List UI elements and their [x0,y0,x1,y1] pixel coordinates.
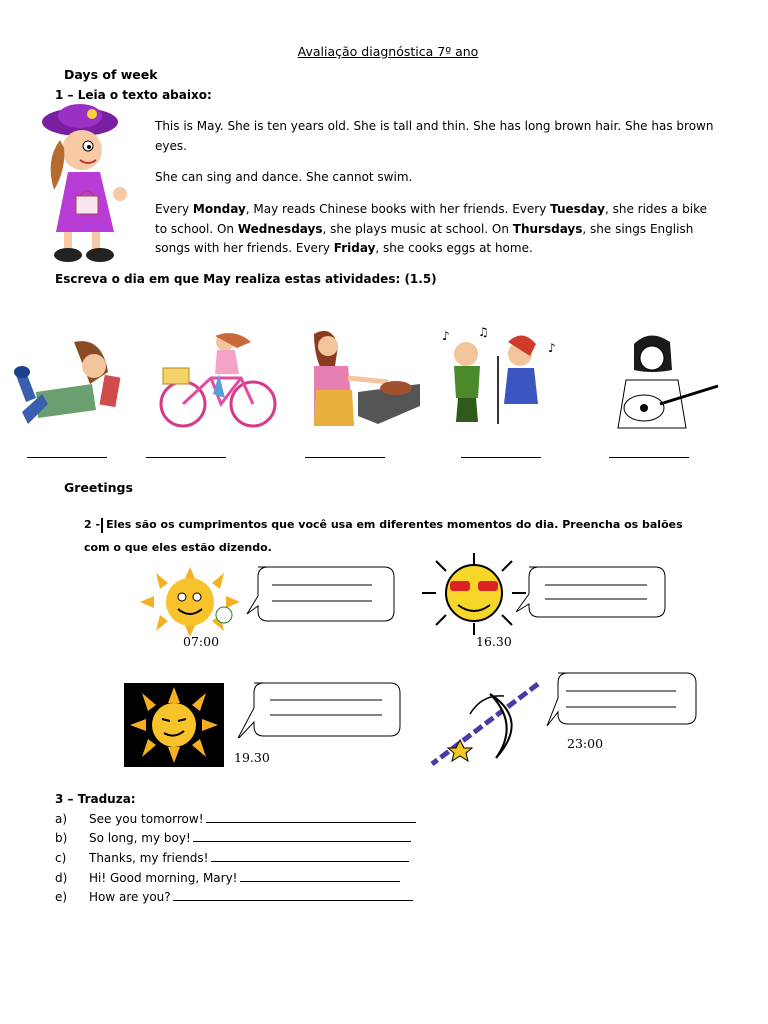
answer-blank-3[interactable] [305,457,385,458]
singing-couple-illustration [438,326,566,430]
section-heading-days: Days of week [64,67,158,82]
answer-blank-1[interactable] [27,457,107,458]
translate-line-b[interactable] [193,840,411,842]
question-2: 2 - Eles são os cumprimentos que você usa em diferentes momentos do dia. Preencha os balões com o que eles estão dizendo. [84,518,683,554]
speech-bubble-4[interactable] [546,672,698,728]
text-paragraph-2: She can sing and dance. She cannot swim. [155,170,413,184]
answer-blank-4[interactable] [461,457,541,458]
svg-text:♪: ♪ [442,329,450,343]
morning-sun-illustration [140,567,245,637]
question-1: 1 – Leia o texto abaixo: [55,88,212,102]
evening-sun-illustration [124,683,224,767]
time-label-4: 23:00 [567,736,604,751]
speech-bubble-1[interactable] [246,566,396,624]
night-moon-illustration [430,680,545,768]
cooking-woman-illustration [308,326,423,428]
svg-text:♪: ♪ [548,341,556,355]
translate-line-d[interactable] [240,880,400,882]
reading-girl-illustration [12,332,122,427]
time-label-2: 16.30 [476,634,512,649]
time-label-1: 07:00 [183,634,220,649]
translate-item-b[interactable]: b) So long, my boy! [55,831,435,851]
page-title: Avaliação diagnóstica 7º ano [297,44,479,59]
svg-text:♫: ♫ [478,326,489,339]
text-paragraph-3: Every Monday, May reads Chinese books with her friends. Every Tuesday, she rides a bike to school. On Wednesdays, she plays music at school. On Thursdays, she sings English songs with her friends. Every Friday, she cooks eggs at home. [155,202,708,255]
time-label-3: 19.30 [234,750,270,765]
may-girl-illustration [40,100,135,268]
translate-line-e[interactable] [173,899,413,901]
question-3: 3 – Traduza: [55,792,136,806]
section-heading-greetings: Greetings [64,480,133,495]
answer-blank-2[interactable] [146,457,226,458]
translate-item-a[interactable]: a) See you tomorrow! [55,812,435,832]
answer-blank-5[interactable] [609,457,689,458]
text-paragraph-1: This is May. She is ten years old. She is tall and thin. She has long brown hair. She has brown eyes. [155,119,714,153]
translate-line-a[interactable] [206,821,416,823]
translate-item-c[interactable]: c) Thanks, my friends! [55,851,435,871]
instruction-days: Escreva o dia em que May realiza estas atividades: (1.5) [55,272,437,286]
speech-bubble-3[interactable] [236,682,402,738]
bike-girl-illustration [155,328,280,430]
translate-item-e[interactable]: e) How are you? [55,890,435,910]
guitar-girl-illustration [600,330,725,430]
afternoon-sun-illustration [422,553,526,635]
translate-item-d[interactable]: d) Hi! Good morning, Mary! [55,871,435,891]
translate-line-c[interactable] [211,860,409,862]
speech-bubble-2[interactable] [515,566,667,618]
